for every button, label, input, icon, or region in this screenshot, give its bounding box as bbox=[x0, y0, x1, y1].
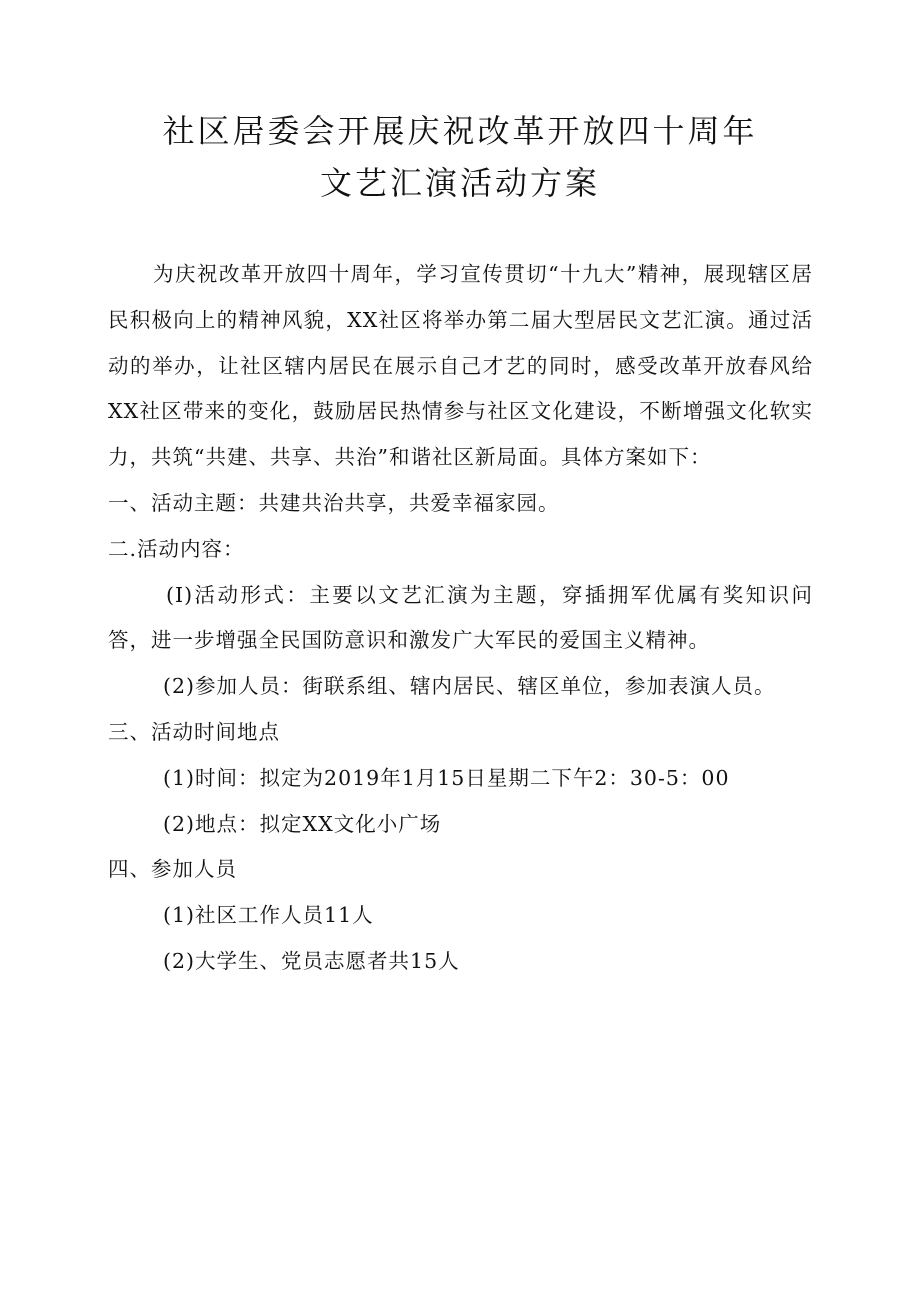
section-2-heading: 二.活动内容： bbox=[108, 536, 245, 561]
document-title-line-1: 社区居委会开展庆祝改革开放四十周年 bbox=[162, 112, 758, 150]
section-4-heading: 四、参加人员 bbox=[108, 857, 237, 882]
section-1-theme: 一、活动主题：共建共治共享，共爱幸福家园。 bbox=[108, 490, 560, 515]
intro-paragraph: 为庆祝改革开放四十周年，学习宣传贯切“十九大”精神，展现辖区居民积极向上的精神风貌，XX社区将举办第二届大型居民文艺汇演。通过活动的举办，让社区辖内居民在展示自己才艺的同时，感受改革开放春风给XX社区带来的变化，鼓励居民热情参与社区文化建设，不断增强文化软实力，共筑“共建、共享、共治”和谐社区新局面。具体方案如下： bbox=[108, 262, 813, 470]
section-3-heading: 三、活动时间地点 bbox=[108, 719, 280, 744]
section-2-item-1: (I)活动形式：主要以文艺汇演为主题，穿插拥军优属有奖知识问答，进一步增强全民国防意识和激发广大军民的爱国主义精神。 bbox=[108, 582, 813, 653]
section-3-item-2: (2)地点：拟定XX文化小广场 bbox=[163, 811, 442, 836]
section-3-item-1: (1)时间：拟定为2019年1月15日星期二下午2：30-5：00 bbox=[163, 765, 730, 790]
section-4-item-2: (2)大学生、党员志愿者共15人 bbox=[163, 948, 460, 973]
section-2-item-2: (2)参加人员：街联系组、辖内居民、辖区单位，参加表演人员。 bbox=[163, 674, 776, 699]
document-title-line-2: 文艺汇演活动方案 bbox=[319, 164, 600, 202]
section-4-item-1: (1)社区工作人员11人 bbox=[163, 903, 374, 928]
document-body bbox=[108, 252, 813, 985]
